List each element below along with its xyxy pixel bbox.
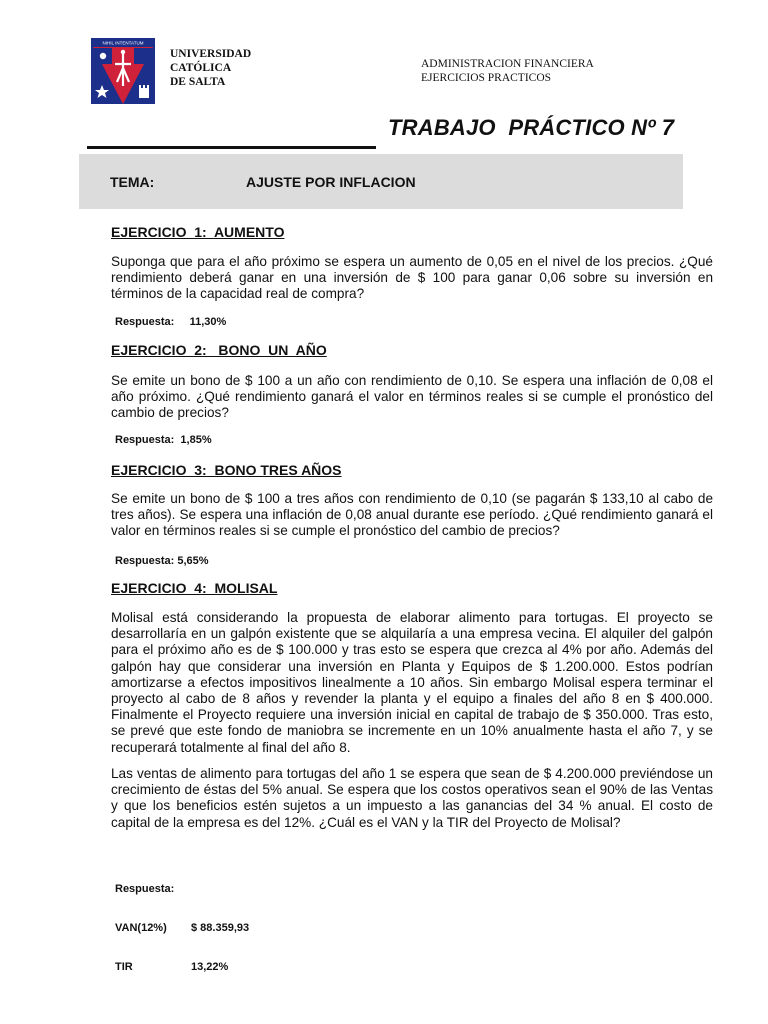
university-name: [170, 47, 330, 89]
answer-row: [115, 922, 249, 935]
university-logo: [91, 38, 155, 104]
exercise-2-text: Se emite un bono de $ 100 a un año con rendimiento de 0,10. Se espera una inflación de 0,08 el año próximo. ¿Qué rendimiento ganará el valor en términos reales si se cumple el pronóstico del cambio de precios?: [111, 373, 713, 421]
answer-label: Respuesta:: [115, 883, 175, 895]
exercise-1-text: Suponga que para el año próximo se espera un aumento de 0,05 en el nivel de los precios. ¿Qué rendimiento deberá ganar en una inversión de $ 100 para ganar 0,06 sobre su inversión en términos de la capacidad real de compra?: [111, 254, 713, 302]
tema-value: AJUSTE POR INFLACION: [246, 174, 416, 190]
exercise-1-answer: Respuesta: 11,30%: [115, 316, 227, 328]
answer-value: 13,22%: [191, 961, 229, 973]
university-line: UNIVERSIDAD: [170, 48, 252, 60]
answer-key: VAN(12%): [115, 922, 167, 934]
exercise-3-text: Se emite un bono de $ 100 a tres años con rendimiento de 0,10 (se pagarán $ 133,10 al cabo de tres años). Se espera una inflación de 0,08 anual durante ese período. ¿Qué rendimiento ganará el valor en términos reales si se cumple el pronóstico del cambio de precios?: [111, 491, 713, 539]
logo-motto: NIHIL INTENTATUM: [102, 40, 144, 46]
exercise-2-title: EJERCICIO 2: BONO UN AÑO: [111, 342, 327, 358]
university-line: DE SALTA: [170, 76, 226, 88]
answer-row: [115, 961, 249, 974]
course-line: EJERCICIOS PRACTICOS: [421, 72, 552, 84]
exercise-1-title: EJERCICIO 1: AUMENTO: [111, 224, 285, 240]
exercise-3-answer: Respuesta: 5,65%: [115, 555, 209, 567]
title-rule: [87, 146, 376, 149]
exercise-4-answer: [115, 857, 249, 1000]
university-line: CATÓLICA: [170, 62, 232, 74]
exercise-2-answer: Respuesta: 1,85%: [115, 434, 212, 446]
answer-value: $ 88.359,93: [191, 922, 250, 934]
exercise-4-text: Molisal está considerando la propuesta de elaborar alimento para tortugas. El proyecto se desarrollaría en un galpón existente que se alquilaría a una empresa vecina. El alquiler del galpón para el próximo año es de $ 100.000 y tras esto se espera que crezca al 4% por año. Además del galpón hay que considerar una inversión en Planta y Equipos de $ 1.200.000. Estos podrían amortizarse a efectos impositivos linealmente a 10 años. Sin embargo Molisal espera terminar el proyecto al cabo de 8 años y revender la planta y el equipo a finales del año 8 en $ 400.000. Finalmente el Proyecto requiere una inversión inicial en capital de trabajo de $ 350.000. Tras esto, se prevé que este fondo de maniobra se incremente en un 10% anualmente hasta el año 7, y se recuperará totalmente al final del año 8.: [111, 610, 713, 755]
tema-label: TEMA:: [110, 174, 155, 190]
page-title: TRABAJO PRÁCTICO Nº 7: [388, 115, 675, 140]
exercise-4-title: EJERCICIO 4: MOLISAL: [111, 580, 278, 596]
course-name: [421, 57, 741, 85]
exercise-3-title: EJERCICIO 3: BONO TRES AÑOS: [111, 462, 342, 478]
tema-box: [79, 154, 683, 209]
exercise-4-text-2: Las ventas de alimento para tortugas del año 1 se espera que sean de $ 4.200.000 previéndose un crecimiento de éstas del 5% anual. Se espera que los costos operativos sean el 90% de las Ventas y que los beneficios estén sujetos a un impuesto a las ganancias del 34 % anual. El costo de capital de la empresa es del 12%. ¿Cuál es el VAN y la TIR del Proyecto de Molisal?: [111, 766, 713, 830]
answer-key: TIR: [115, 961, 133, 973]
course-line: ADMINISTRACION FINANCIERA: [421, 58, 594, 70]
